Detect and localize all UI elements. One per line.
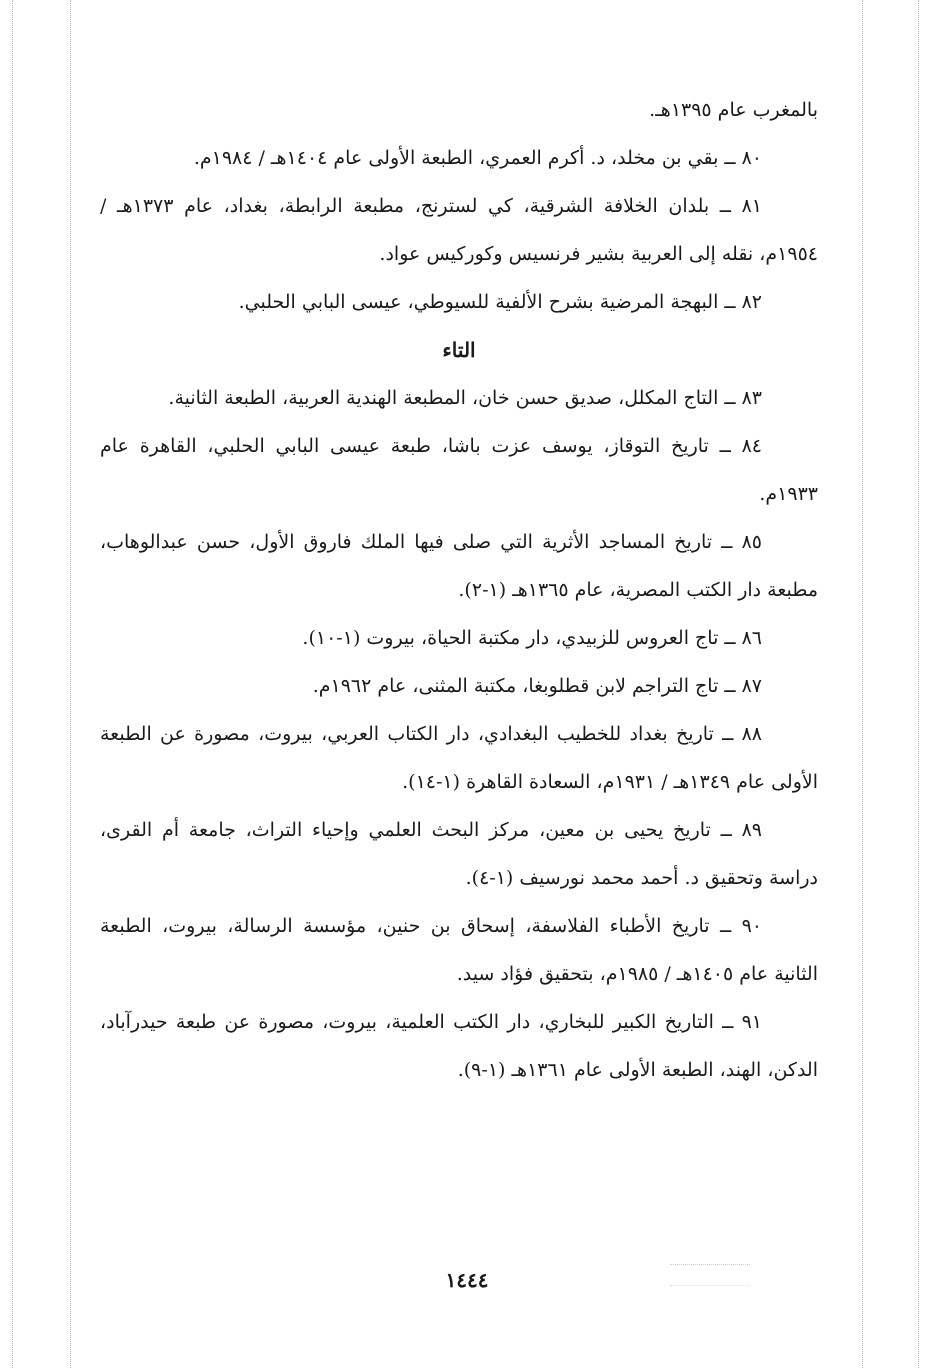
scan-margin-line [12,0,13,1368]
entry-81: ٨١ ــ بلدان الخلافة الشرقية، كي لسترنج، مطبعة الرابطة، بغداد، عام ١٣٧٣هـ / ١٩٥٤م، نقله إلى العربية بشير فرنسيس وكوركيس عواد. [100,195,818,265]
entry-91: ٩١ ــ التاريخ الكبير للبخاري، دار الكتب العلمية، بيروت، مصورة عن طبعة حيدرآباد، الدكن، الهند، الطبعة الأولى عام ١٣٦١هـ (١-٩). [100,1011,818,1081]
entry-88: ٨٨ ــ تاريخ بغداد للخطيب البغدادي، دار الكتاب العربي، بيروت، مصورة عن الطبعة الأولى عام ١٣٤٩هـ / ١٩٣١م، السعادة القاهرة (١-١٤). [100,723,818,793]
entry-89: ٨٩ ــ تاريخ يحيى بن معين، مركز البحث العلمي وإحياء التراث، جامعة أم القرى، دراسة وتحقيق د. أحمد محمد نورسيف (١-٤). [100,819,818,889]
page-number: ١٤٤٤ [445,1268,489,1292]
scan-margin-line [70,0,71,1368]
bibliography-text [100,86,818,1094]
entry-83: ٨٣ ــ التاج المكلل، صديق حسن خان، المطبعة الهندية العربية، الطبعة الثانية. [168,387,762,409]
entry-82: ٨٢ ــ البهجة المرضية بشرح الألفية للسيوطي، عيسى البابي الحلبي. [238,291,762,313]
entry-87: ٨٧ ــ تاج التراجم لابن قطلوبغا، مكتبة المثنى، عام ١٩٦٢م. [312,675,762,697]
continuation-line: بالمغرب عام ١٣٩٥هـ. [649,99,818,121]
entry-86: ٨٦ ــ تاج العروس للزبيدي، دار مكتبة الحياة، بيروت (١-١٠). [302,627,762,649]
scan-margin-line [918,0,919,1368]
section-heading: التاء [442,338,476,362]
scan-margin-line [862,0,863,1368]
entry-85: ٨٥ ــ تاريخ المساجد الأثرية التي صلى فيها الملك فاروق الأول، حسن عبدالوهاب، مطبعة دار الكتب المصرية، عام ١٣٦٥هـ (١-٢). [100,531,818,601]
entry-84: ٨٤ ــ تاريخ التوقاز، يوسف عزت باشا، طبعة عيسى البابي الحلبي، القاهرة عام ١٩٣٣م. [100,435,818,505]
entry-80: ٨٠ ــ بقي بن مخلد، د. أكرم العمري، الطبعة الأولى عام ١٤٠٤هـ / ١٩٨٤م. [193,147,762,169]
entry-90: ٩٠ ــ تاريخ الأطباء الفلاسفة، إسحاق بن حنين، مؤسسة الرسالة، بيروت، الطبعة الثانية عام ١٤٠٥هـ / ١٩٨٥م، بتحقيق فؤاد سيد. [100,915,818,985]
